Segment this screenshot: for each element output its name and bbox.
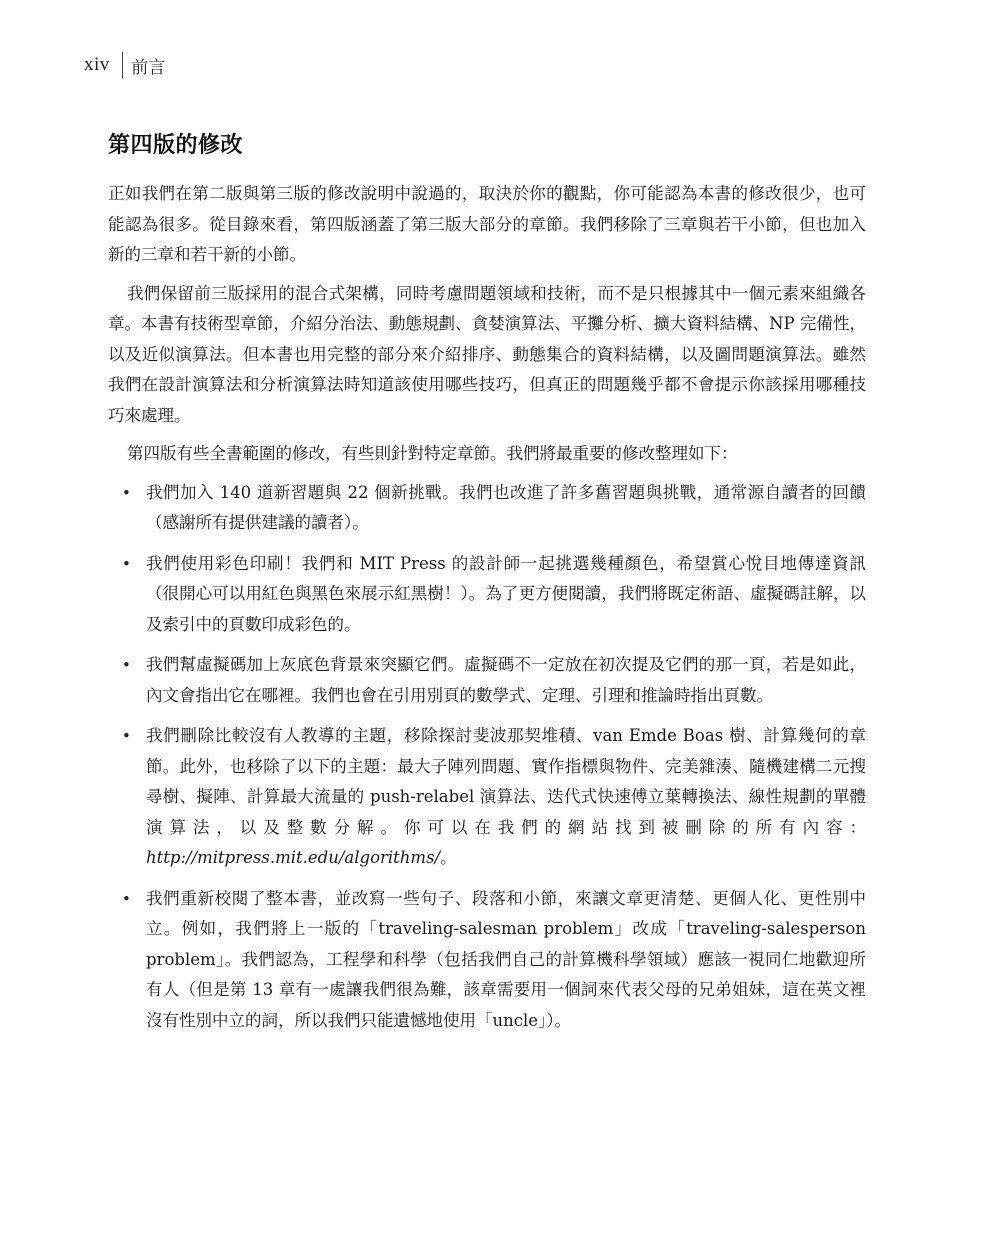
chapter-title: 前言 bbox=[131, 57, 166, 78]
bullet-icon: • bbox=[122, 656, 131, 674]
header-divider bbox=[122, 52, 124, 78]
list-item bbox=[108, 478, 866, 539]
page-number: xiv bbox=[84, 54, 110, 75]
main-content bbox=[108, 128, 866, 1046]
bullet-icon: • bbox=[122, 554, 131, 573]
changes-list bbox=[108, 478, 866, 1037]
list-item bbox=[108, 549, 866, 641]
paragraph: 正如我們在第二版與第三版的修改說明中說過的，取決於你的觀點，你可能認為本書的修改很少，也可能認為很多。從目錄來看，第四版涵蓋了第三版大部分的章節。我們移除了三章與若干小節，但也加入新的三章和若干新的小節。 bbox=[108, 184, 866, 264]
bullet-icon: • bbox=[122, 727, 131, 745]
running-header bbox=[84, 50, 165, 80]
list-item-text: 我們加入 140 道新習題與 22 個新挑戰。我們也改進了許多舊習題與挑戰，通常源自讀者的回饋（感謝所有提供建議的讀者）。 bbox=[146, 482, 866, 532]
list-item bbox=[108, 721, 866, 874]
list-item bbox=[108, 884, 866, 1037]
list-item-text: 我們使用彩色印刷！我們和 MIT Press 的設計師一起挑選幾種顏色，希望賞心悅目地傳達資訊（很開心可以用紅色與黑色來展示紅黑樹！）。為了更方便閱讀，我們將既定術語、虛擬碼註解，以及索引中的頁數印成彩色的。 bbox=[146, 553, 866, 634]
list-item-text: 我們重新校閱了整本書，並改寫一些句子、段落和小節，來讓文章更清楚、更個人化、更性別中立。例如，我們將上一版的「traveling-salesman problem」改成「traveling-salesperson problem」。我們認為，工程學和科學（包括我們自己的計算機科學領域）應該一視同仁地歡迎所有人（但是第 13 章有一處讓我們很為難，該章需要用一個詞來代表父母的兄弟姐妹，這在英文裡沒有性別中立的詞，所以我們只能遺憾地使用「uncle」）。 bbox=[146, 888, 866, 1030]
list-item-suffix: 。 bbox=[440, 848, 457, 867]
list-item bbox=[108, 650, 866, 711]
paragraph: 第四版有些全書範圍的修改，有些則針對特定章節。我們將最重要的修改整理如下： bbox=[127, 444, 738, 463]
list-item-text: 我們幫虛擬碼加上灰底色背景來突顯它們。虛擬碼不一定放在初次提及它們的那一頁，若是如此，內文會指出它在哪裡。我們也會在引用別頁的數學式、定理、引理和推論時指出頁數。 bbox=[146, 655, 866, 705]
paragraph: 我們保留前三版採用的混合式架構，同時考慮問題領域和技術，而不是只根據其中一個元素來組織各章。本書有技術型章節，介紹分治法、動態規劃、貪婪演算法、平攤分析、擴大資料結構、NP 完備性，以及近似演算法。但本書也用完整的部分來介紹排序、動態集合的資料結構，以及圖問題演算法。雖然我們在設計演算法和分析演算法時知道該使用哪些技巧，但真正的問題幾乎都不會提示你該採用哪種技巧來處理。 bbox=[108, 283, 866, 425]
bullet-icon: • bbox=[122, 889, 131, 908]
bullet-icon: • bbox=[122, 483, 131, 502]
website-link[interactable]: http://mitpress.mit.edu/algorithms/ bbox=[146, 848, 441, 867]
list-item-text: 我們刪除比較沒有人教導的主題，移除探討斐波那契堆積、van Emde Boas 樹、計算幾何的章節。此外，也移除了以下的主題：最大子陣列問題、實作指標與物件、完美雜湊、隨機建構二元搜尋樹、擬陣、計算最大流量的 push-relabel 演算法、迭代式快速傅立葉轉換法、線性規劃的單體演算法，以及整數分解。你可以在我們的網站找到被刪除的所有內容： bbox=[146, 726, 866, 837]
section-title: 第四版的修改 bbox=[108, 133, 244, 158]
